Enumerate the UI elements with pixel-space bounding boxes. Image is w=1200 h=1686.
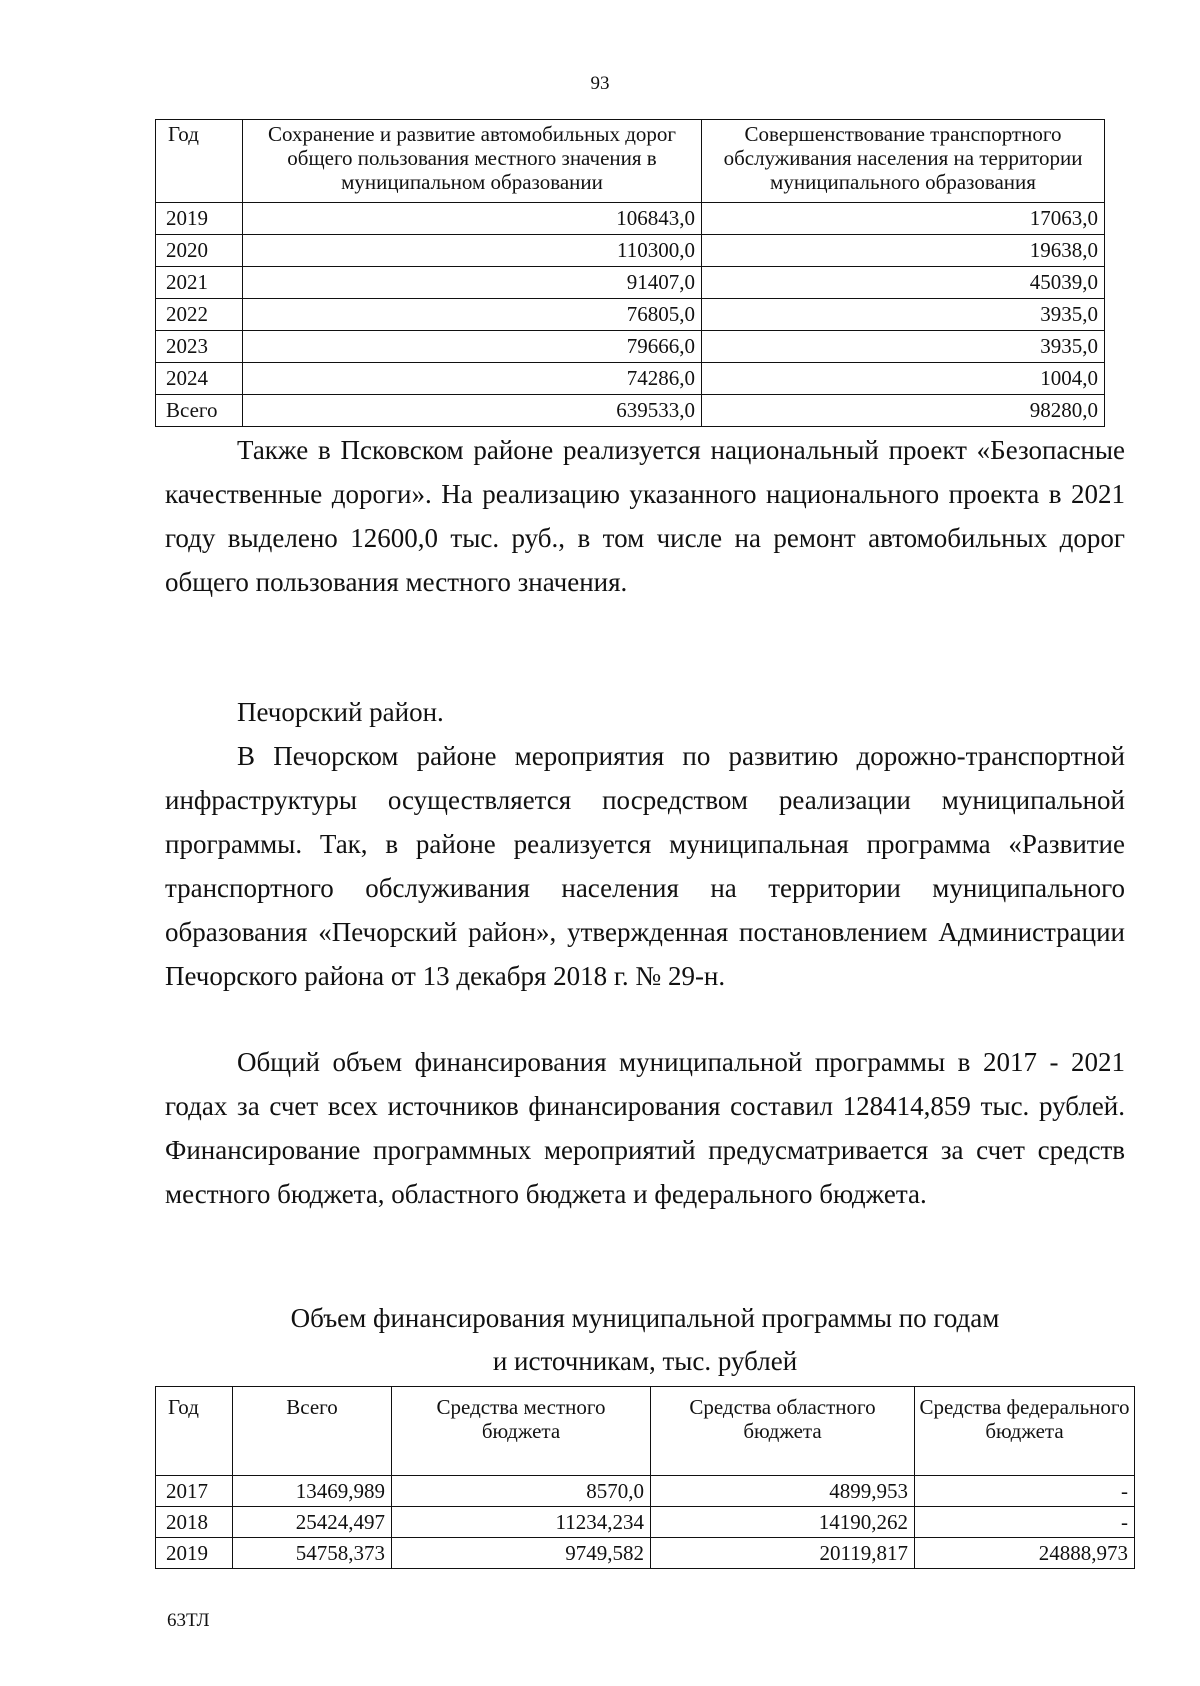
cell-year: 2024 (156, 363, 243, 395)
table-header-row (156, 120, 1105, 203)
cell-year: 2017 (156, 1476, 233, 1507)
table-total-row (156, 395, 1105, 427)
cell-year: 2022 (156, 299, 243, 331)
cell-year: 2023 (156, 331, 243, 363)
cell-local: 9749,582 (392, 1538, 651, 1569)
cell-transport-value: 3935,0 (702, 331, 1105, 363)
header-total: Всего (233, 1387, 392, 1476)
cell-year: 2020 (156, 235, 243, 267)
cell-transport-value: 45039,0 (702, 267, 1105, 299)
header-year: Год (156, 1387, 233, 1476)
table-title-line-2: и источникам, тыс. рублей (492, 1346, 798, 1376)
header-federal-budget: Средства федерального бюджета (915, 1387, 1135, 1476)
cell-regional: 20119,817 (651, 1538, 915, 1569)
cell-regional: 4899,953 (651, 1476, 915, 1507)
cell-transport-value: 1004,0 (702, 363, 1105, 395)
table-row (156, 203, 1105, 235)
cell-transport-value: 17063,0 (702, 203, 1105, 235)
cell-year: 2019 (156, 1538, 233, 1569)
table-row (156, 1476, 1135, 1507)
footer-document-code: 63ТЛ (167, 1610, 210, 1631)
cell-total: 25424,497 (233, 1507, 392, 1538)
cell-regional: 14190,262 (651, 1507, 915, 1538)
cell-transport-total: 98280,0 (702, 395, 1105, 427)
table-row (156, 1507, 1135, 1538)
cell-federal: 24888,973 (915, 1538, 1135, 1569)
cell-total: 13469,989 (233, 1476, 392, 1507)
header-local-budget: Средства местного бюджета (392, 1387, 651, 1476)
header-regional-budget: Средства областного бюджета (651, 1387, 915, 1476)
header-road-maintenance: Сохранение и развитие автомобильных дорог общего пользования местного значения в муниципальном образовании (243, 120, 702, 203)
cell-total: 54758,373 (233, 1538, 392, 1569)
cell-road-value: 110300,0 (243, 235, 702, 267)
cell-road-value: 106843,0 (243, 203, 702, 235)
paragraph-pechory-program: В Печорском районе мероприятия по развитию дорожно-транспортной инфраструктуры осуществляется посредством реализации муниципальной программы. Так, в районе реализуется муниципальная программа «Развитие транспортного обслуживания населения на территории муниципального образования «Печорский район», утвержденная постановлением Администрации Печорского района от 13 декабря 2018 г. № 29-н. (165, 741, 1125, 991)
table-row (156, 267, 1105, 299)
section-heading-pechory: Печорский район. (237, 697, 444, 727)
cell-federal: - (915, 1507, 1135, 1538)
table-header-row (156, 1387, 1135, 1476)
cell-year: 2021 (156, 267, 243, 299)
header-year: Год (156, 120, 243, 203)
table-row (156, 331, 1105, 363)
cell-federal: - (915, 1476, 1135, 1507)
table-row (156, 363, 1105, 395)
cell-local: 8570,0 (392, 1476, 651, 1507)
cell-year: 2018 (156, 1507, 233, 1538)
cell-transport-value: 19638,0 (702, 235, 1105, 267)
table-row (156, 1538, 1135, 1569)
paragraph-funding-volume: Общий объем финансирования муниципальной программы в 2017 - 2021 годах за счет всех источников финансирования составил 128414,859 тыс. рублей. Финансирование программных мероприятий предусматривается за счет средств местного бюджета, областного бюджета и федерального бюджета. (165, 1047, 1125, 1209)
table-row (156, 299, 1105, 331)
program-funding-table (155, 1386, 1135, 1569)
cell-road-value: 74286,0 (243, 363, 702, 395)
header-transport-service: Совершенствование транспортного обслуживания населения на территории муниципального образования (702, 120, 1105, 203)
table-title (0, 1297, 1200, 1383)
cell-total-label: Всего (156, 395, 243, 427)
cell-transport-value: 3935,0 (702, 299, 1105, 331)
page-number: 93 (590, 73, 610, 94)
table-row (156, 235, 1105, 267)
cell-road-total: 639533,0 (243, 395, 702, 427)
cell-road-value: 91407,0 (243, 267, 702, 299)
road-funding-table (155, 119, 1105, 427)
cell-road-value: 76805,0 (243, 299, 702, 331)
cell-year: 2019 (156, 203, 243, 235)
table-title-line-1: Объем финансирования муниципальной программы по годам (290, 1303, 1000, 1333)
cell-road-value: 79666,0 (243, 331, 702, 363)
paragraph-pskov-national-project: Также в Псковском районе реализуется национальный проект «Безопасные качественные дороги». На реализацию указанного национального проекта в 2021 году выделено 12600,0 тыс. руб., в том числе на ремонт автомобильных дорог общего пользования местного значения. (165, 435, 1125, 597)
cell-local: 11234,234 (392, 1507, 651, 1538)
